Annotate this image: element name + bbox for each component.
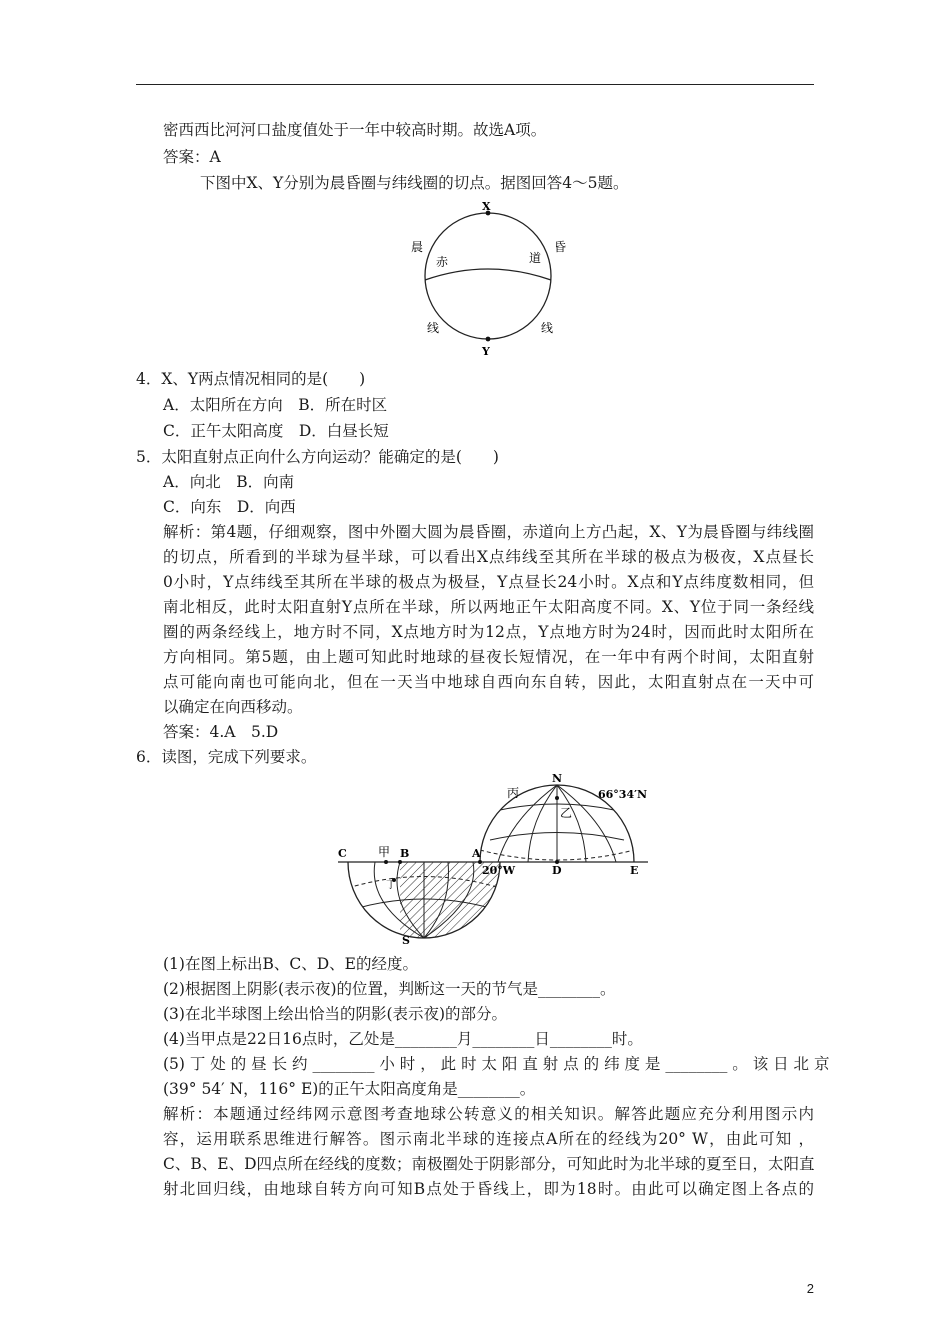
- figure-2-hemisphere-diagram: [330, 770, 660, 945]
- page-number: 2: [806, 1281, 814, 1296]
- label-chen: 晨: [411, 240, 424, 254]
- answer-line: 答案：4.A 5.D: [163, 723, 279, 741]
- sub-question-3: (3)在北半球图上绘出恰当的阴影(表示夜)的部分。: [163, 1005, 508, 1023]
- label-ding: 丁: [386, 880, 396, 891]
- question-6: 6．读图，完成下列要求。: [136, 748, 317, 766]
- q5-options-ab: A．向北 B．向南: [163, 473, 295, 491]
- sub-question-4: (4)当甲点是22日16点时，乙处是________月________日________时。: [163, 1030, 643, 1048]
- label-xian-right: 线: [541, 321, 554, 335]
- sub-question-2: (2)根据图上阴影(表示夜)的位置，判断这一天的节气是________。: [163, 980, 616, 998]
- label-a: A: [472, 847, 481, 860]
- explanation-line: 容，运用联系思维进行解答。图示南北半球的连接点A所在的经线为20° W，由此可知 ，: [163, 1130, 814, 1148]
- explanation-line: 解析：本题通过经纬网示意图考查地球公转意义的相关知识。解答此题应充分利用图示内: [163, 1105, 814, 1123]
- label-e: E: [630, 864, 639, 877]
- q4-options-cd: C．正午太阳高度 D．白昼长短: [163, 422, 389, 440]
- explanation-line: 方向相同。第5题，由上题可知此时地球的昼夜长短情况，在一年中有两个时间，太阳直射: [163, 648, 814, 666]
- label-hun: 昏: [554, 240, 567, 254]
- explanation-line: C、B、E、D四点所在经线的度数；南极圈处于阴影部分，可知此时为北半球的夏至日，太阳直: [163, 1155, 815, 1173]
- label-y: Y: [482, 345, 490, 358]
- sub-question-1: (1)在图上标出B、C、D、E的经度。: [163, 955, 418, 973]
- label-xian-left: 线: [427, 321, 440, 335]
- label-66n: 66°34′N: [598, 788, 648, 801]
- explanation-line: 圈的两条经线上，地方时不同，X点地方时为12点，Y点地方时为24时，因而此时太阳所在: [163, 623, 814, 641]
- sub-question-5: (5) 丁 处 的 昼 长 约 ________ 小 时 ， 此 时 太 阳 直 射 点 的 纬 度 是 ________ 。 该 日 北 京: [163, 1055, 830, 1073]
- sub-question-5-cont: (39° 54′ N，116° E)的正午太阳高度角是________。: [163, 1080, 536, 1098]
- label-yi: 乙: [560, 806, 573, 820]
- explanation-line: 解析：第4题，仔细观察，图中外圈大圆为晨昏圈，赤道向上方凸起，X、Y为晨昏圈与纬线圈: [163, 523, 814, 541]
- explanation-line: 射北回归线，由地球自转方向可知B点处于昏线上，即为18时。由此可以确定图上各点的: [163, 1180, 814, 1198]
- explanation-line: 南北相反，此时太阳直射Y点所在半球，所以两地正午太阳高度不同。X、Y位于同一条经线: [163, 598, 814, 616]
- label-dao: 道: [529, 251, 542, 265]
- figure-1-terminator-diagram: [400, 196, 580, 361]
- explanation-line: 0小时，Y点纬线至其所在半球的极点为极昼，Y点昼长24小时。X点和Y点纬度数相同，但: [163, 573, 814, 591]
- label-b: B: [400, 847, 410, 860]
- question-4: 4．X、Y两点情况相同的是( ): [136, 370, 366, 388]
- label-d: D: [552, 864, 562, 877]
- label-20w: 20°W: [482, 864, 516, 877]
- question-5: 5．太阳直射点正向什么方向运动？能确定的是( ): [136, 448, 499, 466]
- q4-options-ab: A．太阳所在方向 B．所在时区: [163, 396, 388, 414]
- header-rule: [136, 84, 814, 85]
- label-s: S: [402, 934, 410, 945]
- label-n: N: [552, 772, 563, 785]
- explanation-line: 以确定在向西移动。: [163, 698, 303, 716]
- label-c: C: [338, 847, 347, 860]
- answer-line: 答案：A: [163, 148, 221, 166]
- label-x: X: [482, 200, 491, 213]
- figure-intro: 下图中X、Y分别为晨昏圈与纬线圈的切点。据图回答4～5题。: [200, 174, 629, 192]
- text-line: 密西西比河河口盐度值处于一年中较高时期。故选A项。: [163, 121, 547, 139]
- explanation-line: 的切点，所看到的半球为昼半球，可以看出X点纬线至其所在半球的极点为极夜，X点昼长: [163, 548, 814, 566]
- label-chi: 赤: [436, 255, 449, 269]
- q5-options-cd: C．向东 D．向西: [163, 498, 296, 516]
- label-jia: 甲: [378, 845, 391, 859]
- explanation-line: 点可能向南也可能向北，但在一天当中地球自西向东自转，因此，太阳直射点在一天中可: [163, 673, 814, 691]
- label-bing: 丙: [507, 786, 520, 800]
